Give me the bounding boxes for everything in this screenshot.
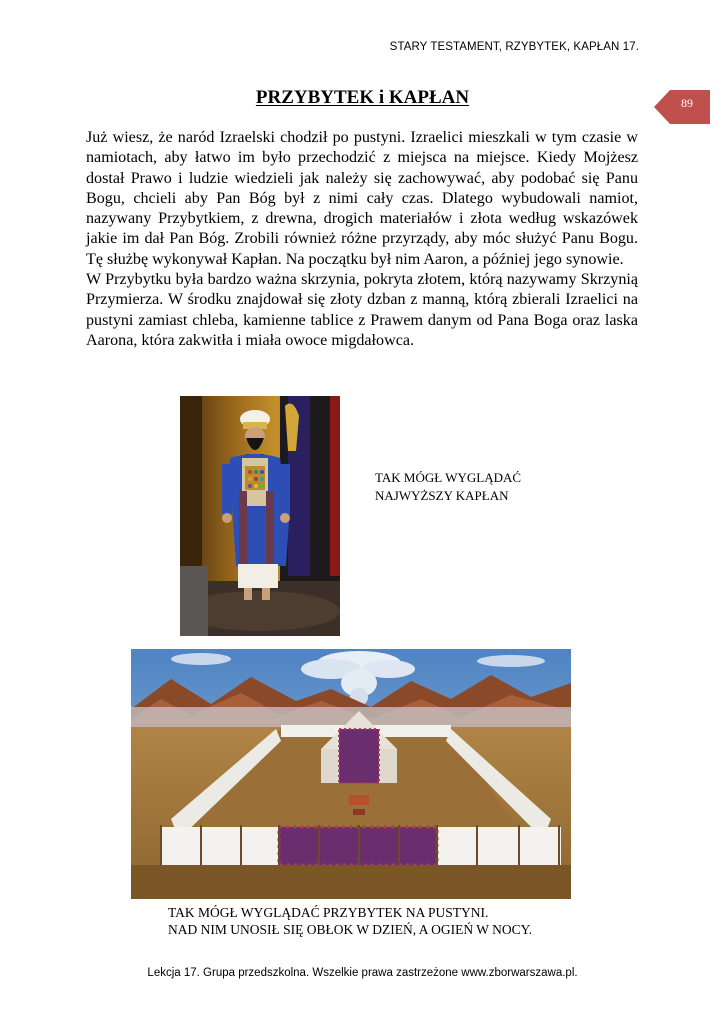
caption-line: NAJWYŻSZY KAPŁAN [375,488,509,503]
tabernacle-caption [168,904,532,938]
caption-line: TAK MÓGŁ WYGLĄDAĆ PRZYBYTEK NA PUSTYNI. [168,905,489,920]
page-number: 89 [681,96,693,110]
tabernacle-painting [131,649,571,899]
high-priest-photo [180,396,340,636]
lesson-text [86,128,638,351]
paragraph: Już wiesz, że naród Izraelski chodził po pustyni. Izraelici mieszkali w tym czasie w namiotach, aby łatwo im było przechodzić z miejsca na miejsce. Kiedy Mojżesz dostał Prawo i ludzie wiedzieli jak należy się zachowywać, aby podobać się Panu Bogu, chcieli aby Pan Bóg był z nimi cały czas. Dlatego wybudowali namiot, nazywany Przybytkiem, z drewna, drogich materiałów i złota według wskazówek jakie im dał Pan Bóg. Zrobili również różne przyrządy, aby móc służyć Panu Bogu. Tę służbę wykonywał Kapłan. Na początku był nim Aaron, a później jego synowie. [86,129,638,268]
page-footer: Lekcja 17. Grupa przedszkolna. Wszelkie prawa zastrzeżone www.zborwarszawa.pl. [147,967,578,979]
caption-line: TAK MÓGŁ WYGLĄDAĆ [375,470,522,485]
caption-line: NAD NIM UNOSIŁ SIĘ OBŁOK W DZIEŃ, A OGIEŃ W NOCY. [168,922,532,937]
priest-caption [375,469,521,505]
running-header: STARY TESTAMENT, RZYBYTEK, KAPŁAN 17. [389,41,639,53]
page-title: PRZYBYTEK i KAPŁAN [255,87,470,108]
paragraph: W Przybytku była bardzo ważna skrzynia, pokryta złotem, którą nazywamy Skrzynią Przymierza. W środku znajdował się złoty dzban z manną, którą zbierali Izraelici na pustyni zamiast chleba, kamienne tablice z Prawem danym od Pana Boga oraz laska Aarona, która zakwitła i miała owoce migdałowca. [86,271,638,349]
